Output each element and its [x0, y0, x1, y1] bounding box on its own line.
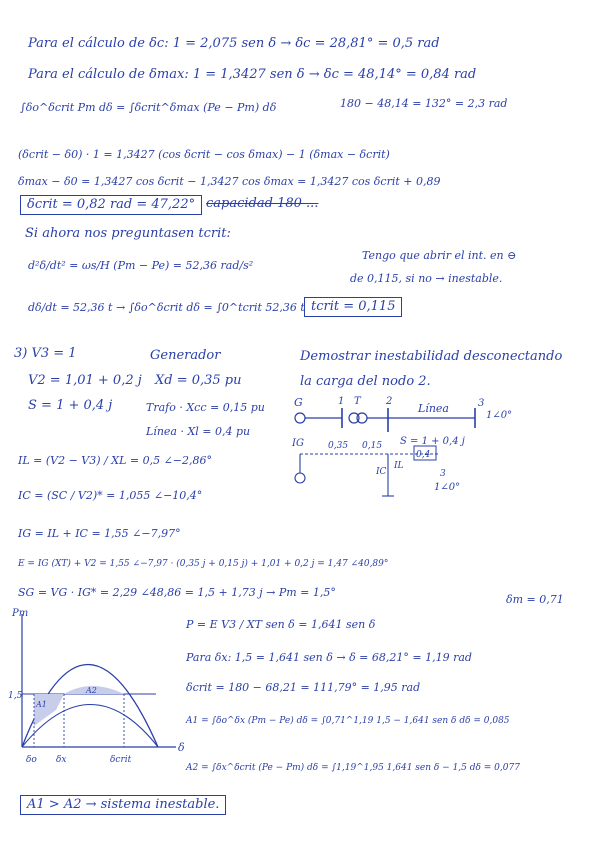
- circuit-label-ic: IC: [376, 467, 387, 477]
- graph-x-axis-label: δ: [178, 741, 185, 754]
- graph-label-do: δo: [26, 755, 37, 765]
- circuit-label-x1: 0,35: [328, 441, 349, 451]
- s-value: S = 1 + 0,4 j: [28, 398, 113, 413]
- circuit-node-2: 2: [386, 396, 393, 407]
- graph-area-a2: A2: [86, 686, 97, 695]
- graph-y-tick: 1,5: [8, 691, 23, 701]
- circuit-label-g: G: [294, 396, 303, 409]
- generator-title: Generador: [150, 348, 221, 363]
- ic-equation: IC = (SC / V2)* = 1,055 ∠−10,4°: [18, 489, 203, 502]
- circuit-diagram: [290, 392, 570, 517]
- a1-equation: A1 = ∫δo^δx (Pm − Pe) dδ = ∫0,71^1,19 1,5 − 1,641 sen δ dδ = 0,085: [186, 716, 510, 726]
- area-a1-fill: [34, 694, 64, 726]
- equal-area-integral: ∫δo^δcrit Pm dδ = ∫δcrit^δmax (Pe − Pm) dδ: [20, 101, 277, 114]
- calc-delta-max-line: Para el cálculo de δmax: 1 = 1,3427 sen δ → δc = 48,14° = 0,84 rad: [28, 67, 477, 82]
- equation-a: (δcrit − δ0) · 1 = 1,3427 (cos δcrit − cos δmax) − 1 (δmax − δcrit): [18, 148, 390, 161]
- a2-equation: A2 = ∫δx^δcrit (Pe − Pm) dδ = ∫1,19^1,95 1,641 sen δ − 1,5 dδ = 0,077: [186, 763, 520, 773]
- circuit-label-t: T: [354, 396, 361, 407]
- tcrit-result-box: tcrit = 0,115: [304, 297, 402, 317]
- graph-area-a1: A1: [36, 700, 47, 709]
- circuit-label-load-2: 1∠0°: [434, 482, 461, 493]
- delta-m-value: δm = 0,71: [506, 593, 564, 606]
- il-equation: IL = (V2 − V3) / XL = 0,5 ∠−2,86°: [18, 454, 212, 467]
- delta-crit-result-box: δcrit = 0,82 rad = 47,22°: [20, 195, 202, 215]
- graph-label-dcrit: δcrit: [110, 755, 132, 765]
- sg-equation: SG = VG · IG* = 2,29 ∠48,86 = 1,5 + 1,73 j → Pm = 1,5°: [18, 586, 336, 599]
- circuit-label-s: S = 1 + 0,4 j: [400, 436, 465, 447]
- circuit-node-3b: 3: [440, 469, 446, 479]
- p-equation: P = E V3 / XT sen δ = 1,641 sen δ: [186, 618, 376, 631]
- ig-equation: IG = IL + IC = 1,55 ∠−7,97°: [18, 527, 181, 540]
- note-line-1: Tengo que abrir el int. en ⊖: [362, 249, 517, 262]
- circuit-label-load: 1∠0°: [486, 410, 513, 421]
- circuit-node-3: 3: [478, 398, 485, 409]
- struck-text: capacidad 180 ...: [206, 196, 319, 211]
- e-equation: E = IG (XT) + V2 = 1,55 ∠−7,97 · (0,35 j + 0,15 j) + 1,01 + 0,2 j = 1,47 ∠40,89°: [18, 559, 389, 569]
- circuit-label-x2: 0,15: [362, 441, 383, 451]
- tcrit-question: Si ahora nos preguntasen tcrit:: [25, 226, 231, 241]
- power-angle-graph: [6, 602, 196, 772]
- calc-delta-c-line: Para el cálculo de δc: 1 = 2,075 sen δ → δc = 28,81° = 0,5 rad: [28, 36, 440, 51]
- circuit-label-line: Línea: [418, 402, 449, 415]
- generator-symbol: [295, 413, 305, 423]
- circuit-node-1: 1: [338, 396, 345, 407]
- velocity-equation: dδ/dt = 52,36 t → ∫δo^δcrit dδ = ∫0^tcrit 52,36 t: [28, 301, 305, 314]
- v2-value: V2 = 1,01 + 0,2 j: [28, 373, 142, 388]
- delta-crit-equation: δcrit = 180 − 68,21 = 111,79° = 1,95 rad: [186, 681, 421, 694]
- trafo-value: Trafo · Xcc = 0,15 pu: [146, 401, 265, 414]
- circuit-label-ig: IG: [292, 438, 304, 449]
- demo-line-1: Demostrar inestabilidad desconectando: [300, 349, 563, 364]
- xd-value: Xd = 0,35 pu: [155, 373, 242, 388]
- note-line-2: de 0,115, si no → inestable.: [350, 272, 503, 285]
- angle-conversion: 180 − 48,14 = 132° = 2,3 rad: [340, 97, 508, 110]
- final-conclusion-box: A1 > A2 → sistema inestable.: [20, 795, 226, 815]
- delta-x-equation: Para δx: 1,5 = 1,641 sen δ → δ = 68,21° = 1,19 rad: [186, 651, 472, 664]
- line-value: Línea · Xl = 0,4 pu: [146, 425, 251, 438]
- circuit-label-il: IL: [394, 461, 404, 471]
- graph-label-dx: δx: [56, 755, 67, 765]
- equation-b: δmax − δ0 = 1,3427 cos δcrit − 1,3427 cos δmax = 1,3427 cos δcrit + 0,89: [18, 175, 441, 188]
- source-symbol: [295, 473, 305, 483]
- v3-value: 3) V3 = 1: [14, 346, 77, 361]
- circuit-label-x3: 0,4: [416, 450, 431, 460]
- swing-equation: d²δ/dt² = ωs/H (Pm − Pe) = 52,36 rad/s²: [28, 259, 254, 272]
- graph-y-axis-label: Pm: [12, 608, 29, 619]
- demo-line-2: la carga del nodo 2.: [300, 374, 431, 389]
